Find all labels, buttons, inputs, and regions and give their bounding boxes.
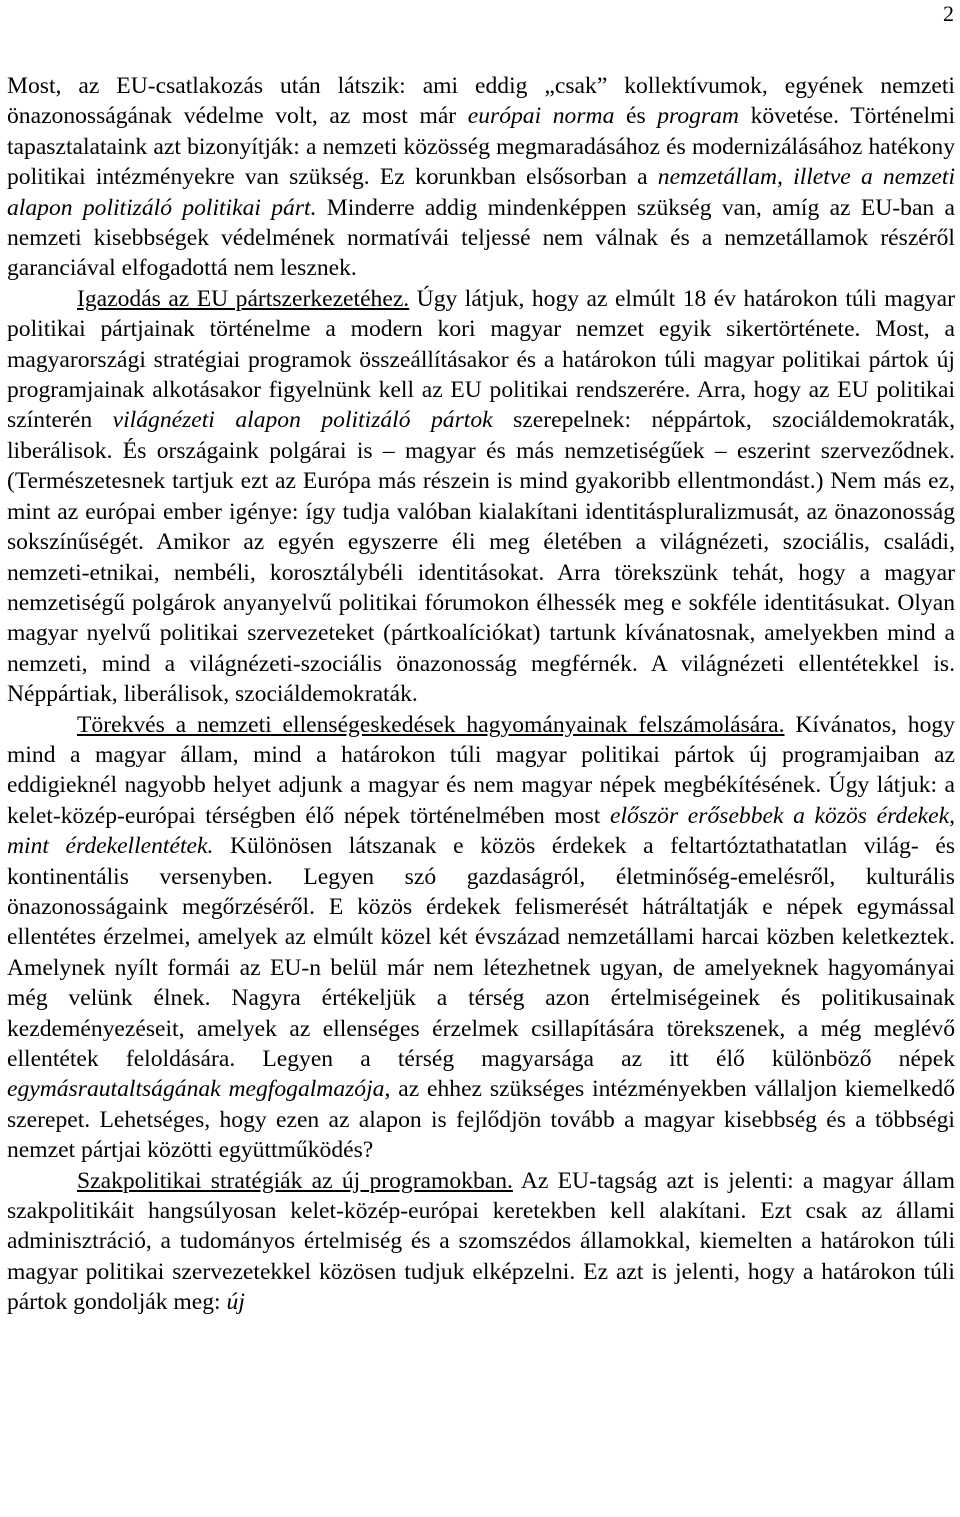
text-run: , az ehhez szükséges intézményekben vállaljon kiemelkedő szerepet. Lehetséges, hogy ezen az alapon is fejlődjön tovább a magyar kisebbség és a többségi nemzet pártjai közötti együttműködés? — [7, 1076, 955, 1164]
text-run: szerepelnek: néppártok, szociáldemokraták, liberálisok. És országaink polgárai is – magyar és más nemzetiségűek – eszerint szerveződnek. (Természetesnek tartjuk ezt az Európa más részein is mind gyakoribb ellentmondást.) Nem más ez, mint az európai ember igénye: így tudja valóban kialakítani identitáspluralizmusát, az önazonosság sokszínűségét. Amikor az egyén egyszerre éli meg életében a világnézeti, szociális, családi, nemzeti-etnikai, nembéli, korosztálybéli identitásokat. Arra törekszünk tehát, hogy a magyar nemzetiségű polgárok anyanyelvű politikai fórumokon élhessék meg e sokféle identitásukat. Olyan magyar nyelvű politikai szervezeteket (pártkoalíciókat) tartunk kívánatosnak, amelyekben mind a nemzeti, mind a világnézeti-szociális önazonosság megférnék. A világnézeti ellentétekkel is. Néppártiak, liberálisok, szociáldemokraták. — [7, 407, 955, 708]
section-heading: Törekvés a nemzeti ellenségeskedések hagyományainak felszámolására. — [77, 711, 785, 738]
text-run: követése. Történelmi tapasztalataink azt bizonyítják: a nemzeti közösség megmaradásához és modernizálásához hatékony politikai intézményekre van szükség. Ez korunkban elsősorban a — [7, 103, 956, 191]
paragraph-3 — [7, 710, 955, 1166]
italic-run: egymásrautaltságának megfogalmazója — [7, 1076, 385, 1103]
italic-run: világnézeti alapon politizáló pártok — [112, 407, 493, 434]
body-text — [7, 71, 955, 1318]
text-run: Kívánatos, hogy mind a magyar állam, mind a határokon túli magyar politikai pártok új programjaiban az eddigieknél nagyobb helyet adjunk a magyar és nem magyar népek megbékítésének. Úgy látjuk: a kelet-közép-európai térségben élő népek történelmében most — [7, 711, 955, 829]
text-run: és — [614, 103, 658, 130]
section-heading: Szakpolitikai stratégiák az új programokban. — [77, 1167, 513, 1194]
text-run: Minderre addig mindenképpen szükség van, amíg az EU-ban a nemzeti kisebbségek védelmének normatívái teljessé nem válnak és a nemzetállamok részéről garanciával elfogadottá nem lesznek. — [7, 194, 955, 282]
text-run: Különösen látszanak e közös érdekek a feltartóztathatatlan világ- és kontinentális versenyben. Legyen szó gazdaságról, életminőség-emelésről, kulturális önazonosságaink megőrzéséről. E közös érdekek felismerését hátráltatják e népek egymással ellentétes érzelmei, amelyek az elmúlt közel két évszázad nemzetállami harcai közben keletkeztek. Amelynek nyílt formái az EU-n belül már nem létezhetnek ugyan, de amelyeknek hagyományai még velünk élnek. Nagyra értékeljük a térség azon értelmiségeinek és politikusainak kezdeményezéseit, amelyek az ellenséges érzelmek csillapítására törekszenek, a még meglévő ellentétek feloldására. Legyen a térség magyarsága az itt élő különböző népek — [7, 833, 956, 1072]
paragraph-4 — [7, 1166, 955, 1318]
text-run: Úgy látjuk, hogy az elmúlt 18 év határokon túli magyar politikai pártjainak történelme a modern kori magyar nemzet egyik sikertörténete. Most, a magyarországi stratégiai programok összeállításakor és a határokon túli magyar politikai pártok új programjainak alkotásakor figyelnünk kell az EU politikai rendszerére. Arra, hogy az EU politikai színterén — [7, 285, 956, 434]
section-heading: Igazodás az EU pártszerkezetéhez. — [77, 285, 410, 312]
text-run: Most, az EU-csatlakozás után látszik: ami eddig „csak” kollektívumok, egyének nemzeti önazonosságának védelme volt, az most már — [7, 73, 955, 130]
italic-run: nemzetállam, illetve a nemzeti alapon politizáló politikai párt. — [7, 164, 956, 221]
italic-run: új — [226, 1289, 245, 1316]
text-run: Az EU-tagság azt is jelenti: a magyar állam szakpolitikáit hangsúlyosan kelet-közép-európai keretekben kell alakítani. Ezt csak az állami adminisztráció, a tudományos értelmiség és a szomszédos államokkal, kiemelten a határokon túli magyar politikai szervezetekkel közösen tudjuk elképzelni. Ez azt is jelenti, hogy a határokon túli pártok gondolják meg: — [7, 1167, 956, 1316]
italic-run: program — [657, 103, 739, 130]
paragraph-1 — [7, 71, 955, 284]
paragraph-2 — [7, 284, 955, 710]
italic-run: először erősebbek a közös érdekek, mint érdekellentétek. — [7, 802, 955, 860]
italic-run: európai norma — [467, 103, 615, 130]
page-number: 2 — [943, 1, 954, 26]
